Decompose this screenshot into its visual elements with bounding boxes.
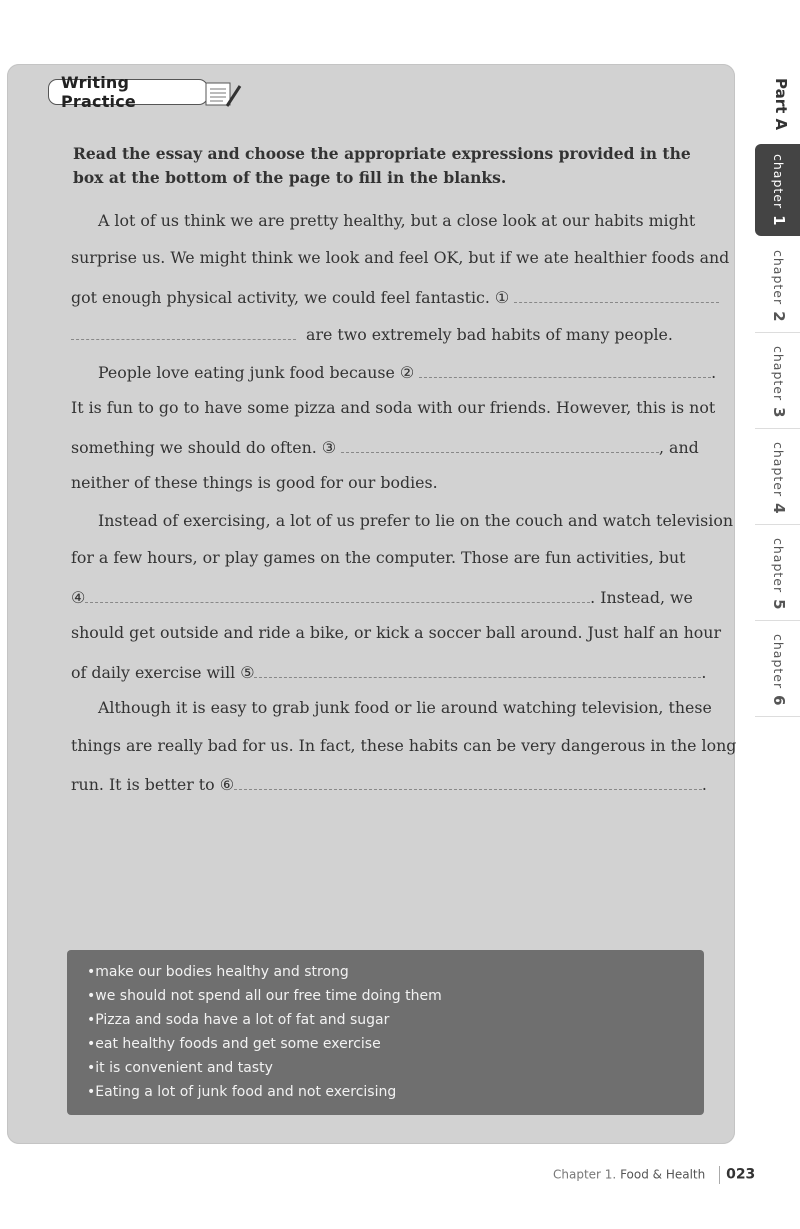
tab-chapter-6[interactable] <box>755 624 800 717</box>
essay-line <box>71 582 693 619</box>
section-title: Writing Practice <box>61 73 136 111</box>
essay-line: Instead of exercising, a lot of us prefer to lie on the couch and watch television <box>98 511 734 530</box>
footer-chapter: Chapter 1. <box>553 1167 617 1182</box>
chapter-tab-word: chapter <box>771 154 786 210</box>
choice-item: • it is convenient and tasty <box>87 1056 704 1080</box>
essay-line: surprise us. We might think we look and feel OK, but if we ate healthier foods and <box>71 248 730 267</box>
blank-1-continued-field[interactable] <box>71 319 296 340</box>
essay-text: People love eating junk food because ② <box>98 363 415 382</box>
essay-line: Although it is easy to grab junk food or lie around watching television, these <box>98 698 712 717</box>
notepad-pencil-icon <box>203 80 243 110</box>
choice-item: • Pizza and soda have a lot of fat and sugar <box>87 1008 704 1032</box>
essay-line <box>71 319 673 356</box>
tab-chapter-2[interactable] <box>755 240 800 333</box>
essay-line: neither of these things is good for our bodies. <box>71 473 438 492</box>
page-number: 023 <box>726 1166 756 1183</box>
blank-5-field[interactable] <box>254 657 701 678</box>
chapter-tab-word: chapter <box>771 250 786 306</box>
essay-line: It is fun to go to have some pizza and soda with our friends. However, this is not <box>71 398 716 417</box>
essay-line: A lot of us think we are pretty healthy, but a close look at our habits might <box>98 211 696 230</box>
chapter-tab-number: 3 <box>770 407 788 419</box>
essay-line <box>71 282 719 319</box>
choice-item: • we should not spend all our free time doing them <box>87 984 704 1008</box>
chapter-tab-number: 2 <box>770 311 788 323</box>
chapter-tab-word: chapter <box>771 634 786 690</box>
essay-line: should get outside and ride a bike, or kick a soccer ball around. Just half an hour <box>71 623 722 642</box>
chapter-tab-number: 1 <box>770 215 788 227</box>
tab-chapter-3[interactable] <box>755 336 800 429</box>
essay-line <box>71 769 707 806</box>
choice-item: • Eating a lot of junk food and not exercising <box>87 1080 704 1104</box>
essay-text: got enough physical activity, we could feel fantastic. ① <box>71 288 510 307</box>
essay-text: . <box>701 775 707 794</box>
chapter-tab-number: 5 <box>770 599 788 611</box>
essay-line <box>71 657 706 694</box>
choice-item: • make our bodies healthy and strong <box>87 960 704 984</box>
section-title-tab <box>48 73 208 111</box>
part-label: Part A <box>772 78 790 131</box>
essay-line <box>71 432 699 469</box>
tab-chapter-4[interactable] <box>755 432 800 525</box>
essay-text: are two extremely bad habits of many people. <box>306 325 673 344</box>
blank-3-field[interactable] <box>341 432 659 453</box>
essay-line: for a few hours, or play games on the computer. Those are fun activities, but <box>71 548 686 567</box>
essay-text: ④ <box>71 588 86 607</box>
essay-text: . <box>701 663 707 682</box>
chapter-tab-word: chapter <box>771 442 786 498</box>
essay-text: . Instead, we <box>590 588 693 607</box>
footer-divider <box>719 1166 720 1184</box>
chapter-tab-number: 4 <box>770 503 788 515</box>
essay-text: run. It is better to ⑥ <box>71 775 234 794</box>
page-footer <box>553 1166 755 1184</box>
essay-line: things are really bad for us. In fact, these habits can be very dangerous in the long <box>71 736 737 755</box>
essay-text: of daily exercise will ⑤ <box>71 663 255 682</box>
blank-1-field[interactable] <box>514 282 719 303</box>
chapter-tab-word: chapter <box>771 346 786 402</box>
essay-text: . <box>711 363 717 382</box>
choice-item: • eat healthy foods and get some exercise <box>87 1032 704 1056</box>
chapter-tab-word: chapter <box>771 538 786 594</box>
blank-4-field[interactable] <box>85 582 590 603</box>
footer-topic: Food & Health <box>620 1167 706 1182</box>
instructions: Read the essay and choose the appropriate expressions provided in the box at the bottom of the page to fill in the blanks. <box>73 144 691 187</box>
essay-text: , and <box>658 438 699 457</box>
essay-line <box>98 357 716 394</box>
blank-6-field[interactable] <box>234 769 702 790</box>
essay-text: something we should do often. ③ <box>71 438 336 457</box>
expression-choices-box <box>67 950 704 1115</box>
tab-chapter-5[interactable] <box>755 528 800 621</box>
chapter-tab-number: 6 <box>770 695 788 707</box>
tab-chapter-1[interactable] <box>755 144 800 236</box>
blank-2-field[interactable] <box>419 357 711 378</box>
